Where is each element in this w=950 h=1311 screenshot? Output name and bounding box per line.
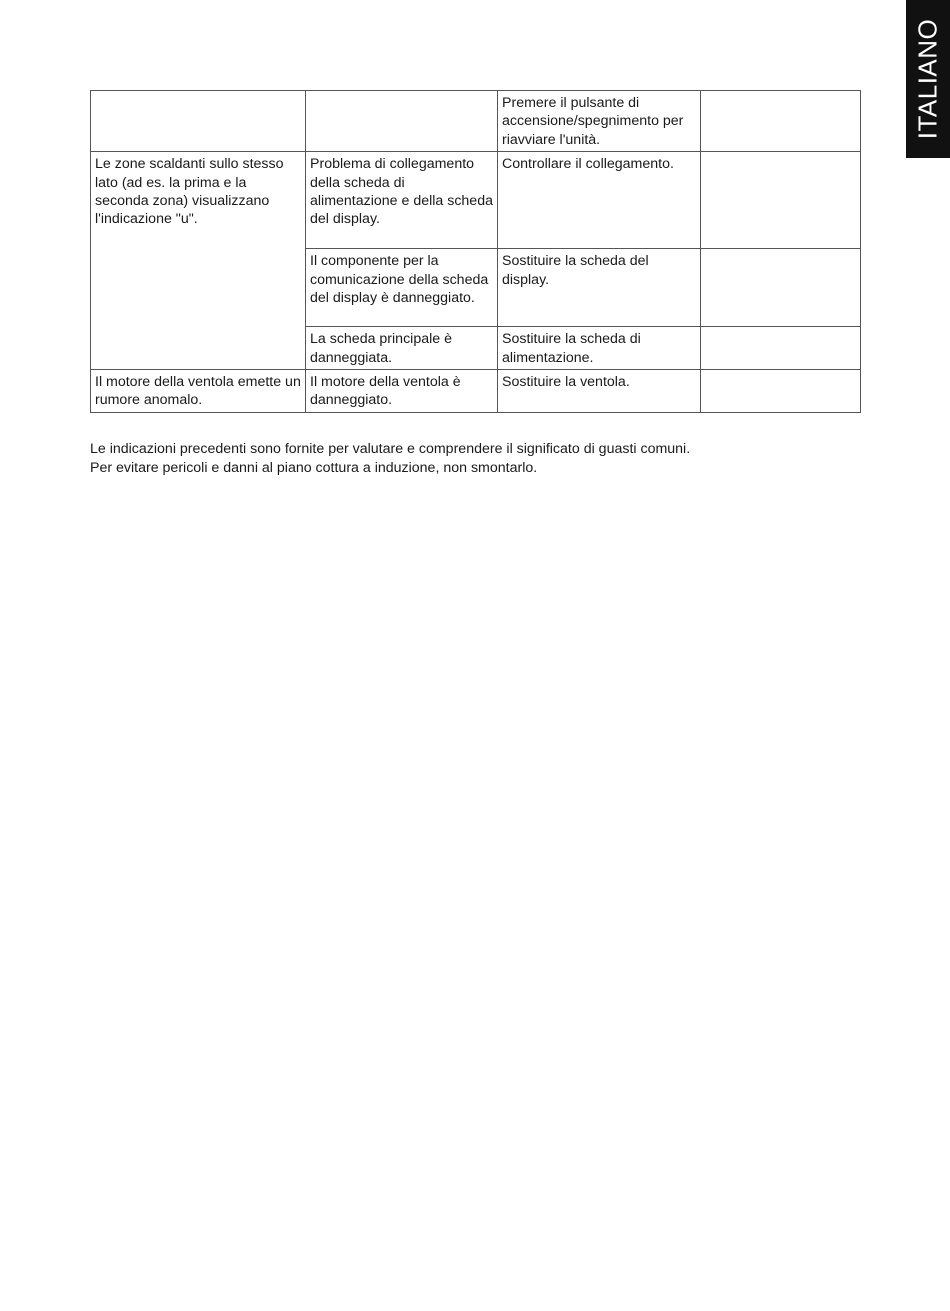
problem-cell: Le zone scaldanti sullo stesso lato (ad es. la prima e la seconda zona) visualizzano l'indicazione "u". [91, 152, 306, 370]
table-row [91, 152, 861, 249]
extra-cell [701, 91, 861, 152]
solution-cell: Sostituire la scheda di alimentazione. [498, 327, 701, 370]
problem-cell [91, 91, 306, 152]
notes-paragraph [90, 440, 870, 478]
extra-cell [701, 370, 861, 413]
cause-cell [306, 91, 498, 152]
solution-cell: Controllare il collegamento. [498, 152, 701, 249]
note-line: Per evitare pericoli e danni al piano cottura a induzione, non smontarlo. [90, 460, 538, 476]
table-row [91, 370, 861, 413]
extra-cell [701, 152, 861, 249]
language-tab-label: ITALIANO [912, 18, 943, 140]
troubleshooting-table [90, 90, 861, 413]
cause-cell: La scheda principale è danneggiata. [306, 327, 498, 370]
solution-cell: Premere il pulsante di accensione/spegnimento per riavviare l'unità. [498, 91, 701, 152]
note-line: Le indicazioni precedenti sono fornite per valutare e comprendere il significato di guasti comuni. [90, 441, 691, 457]
table-row [91, 91, 861, 152]
solution-cell: Sostituire la ventola. [498, 370, 701, 413]
cause-cell: Il motore della ventola è danneggiato. [306, 370, 498, 413]
extra-cell [701, 327, 861, 370]
extra-cell [701, 249, 861, 327]
language-tab [906, 0, 950, 158]
cause-cell: Il componente per la comunicazione della scheda del display è danneggiato. [306, 249, 498, 327]
cause-cell: Problema di collegamento della scheda di alimentazione e della scheda del display. [306, 152, 498, 249]
problem-cell: Il motore della ventola emette un rumore anomalo. [91, 370, 306, 413]
solution-cell: Sostituire la scheda del display. [498, 249, 701, 327]
